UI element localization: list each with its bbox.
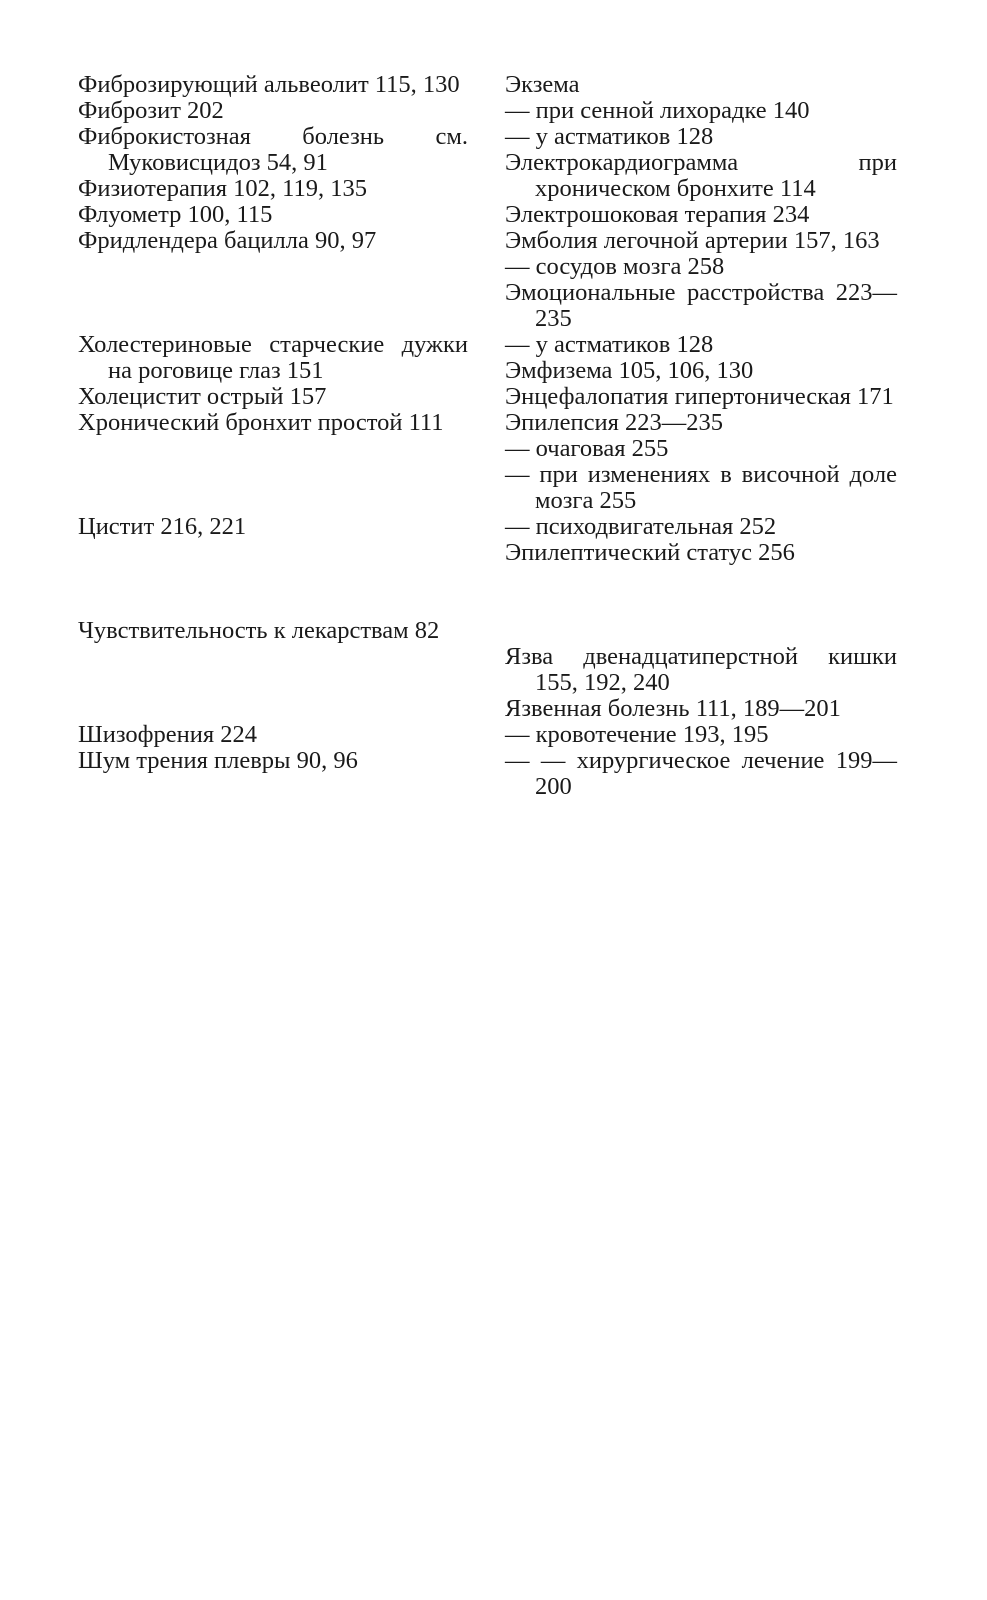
index-entry: — у астматиков 128: [505, 331, 714, 358]
index-entry: Язва двенадцатиперстной кишки 155, 192, 240: [505, 643, 897, 696]
index-entry: — — хирургическое лечение 199—200: [505, 747, 897, 800]
index-entry: Цистит 216, 221: [78, 513, 247, 540]
index-column-left: [78, 72, 468, 774]
index-entry: Эпилептический статус 256: [505, 539, 795, 566]
index-entry: — при изменениях в височной доле мозга 255: [505, 461, 897, 514]
index-entry: Шум трения плевры 90, 96: [78, 747, 358, 774]
index-entry: Язвенная болезнь 111, 189—201: [505, 695, 841, 722]
index-entry: Фиброзирующий альвеолит 115, 130: [78, 71, 460, 98]
index-entry: Фиброкистозная болезнь см. Муковисцидоз 54, 91: [78, 123, 468, 176]
index-entry: — сосудов мозга 258: [505, 253, 725, 280]
index-entry: — при сенной лихорадке 140: [505, 97, 810, 124]
index-entry: Эмболия легочной артерии 157, 163: [505, 227, 880, 254]
index-entry: Электрокардиограмма при хроническом бронхите 114: [505, 149, 897, 202]
index-group-h: [78, 332, 468, 436]
index-entry: Эпилепсия 223—235: [505, 409, 723, 436]
index-entry: Хронический бронхит простой 111: [78, 409, 444, 436]
index-group-sh: [78, 722, 468, 774]
index-group-ts: [78, 514, 468, 540]
index-entry: Электрошоковая терапия 234: [505, 201, 810, 228]
index-group-f: [78, 72, 468, 254]
index-column-right: [505, 72, 897, 800]
index-entry: Экзема: [505, 71, 580, 98]
index-group-e: [505, 72, 897, 566]
index-entry: Чувствительность к лекарствам 82: [78, 617, 440, 644]
index-group-ya: [505, 644, 897, 800]
index-entry: — психодвигательная 252: [505, 513, 777, 540]
index-entry: Фридлендера бацилла 90, 97: [78, 227, 377, 254]
index-entry: Энцефалопатия гипертоническая 171: [505, 383, 894, 410]
index-entry: — у астматиков 128: [505, 123, 714, 150]
index-entry: Холецистит острый 157: [78, 383, 327, 410]
index-group-ch: [78, 618, 468, 644]
index-entry: Шизофрения 224: [78, 721, 257, 748]
index-entry: Эмоциональные расстройства 223—235: [505, 279, 897, 332]
index-entry: — кровотечение 193, 195: [505, 721, 769, 748]
index-entry: Фиброзит 202: [78, 97, 224, 124]
index-entry: — очаговая 255: [505, 435, 669, 462]
index-entry: Холестериновые старческие дужки на роговице глаз 151: [78, 331, 468, 384]
index-entry: Эмфизема 105, 106, 130: [505, 357, 754, 384]
index-entry: Физиотерапия 102, 119, 135: [78, 175, 368, 202]
index-entry: Флуометр 100, 115: [78, 201, 273, 228]
